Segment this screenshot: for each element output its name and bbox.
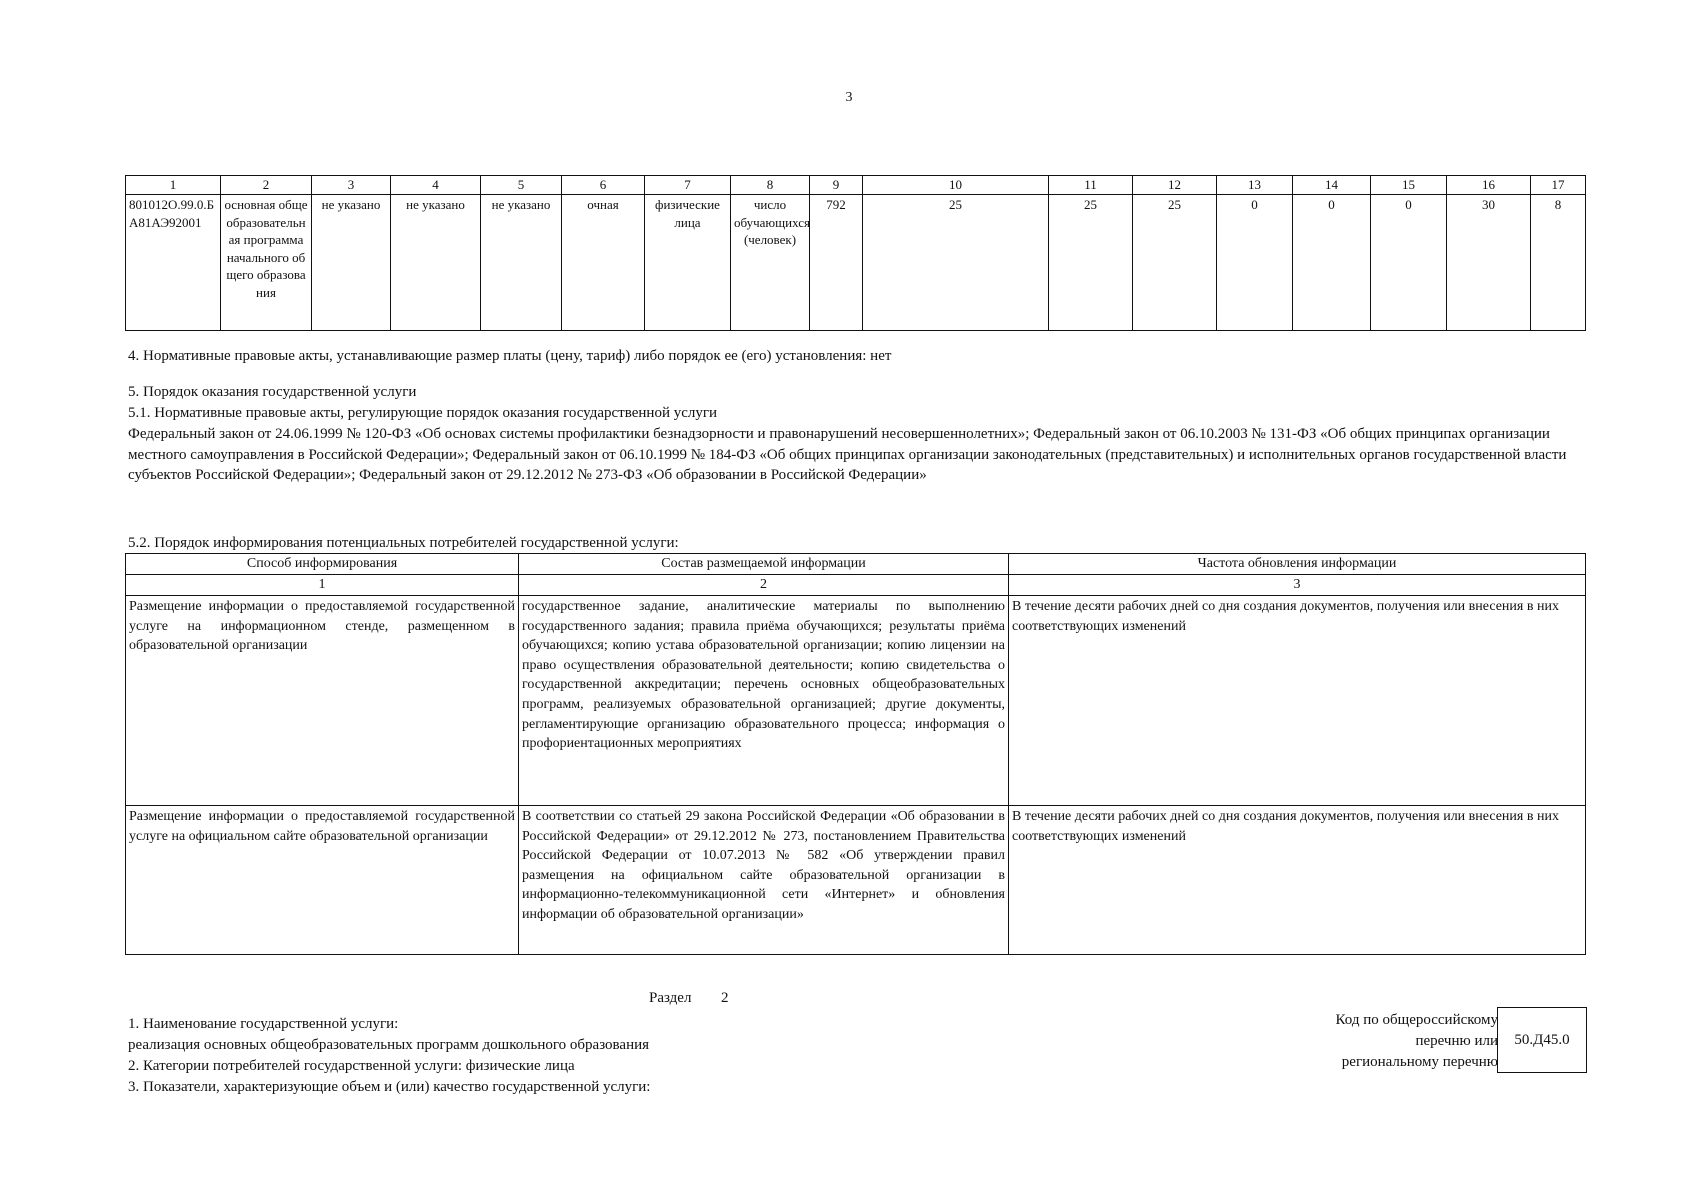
registry-code-label: Код по общероссийскому перечню или региональному перечню: [1335, 1012, 1498, 1070]
table-cell: 0: [1293, 195, 1371, 331]
table-cell: 25: [1133, 195, 1217, 331]
column-number: 2: [519, 575, 1009, 596]
col-number: 11: [1049, 176, 1133, 195]
col-number: 15: [1371, 176, 1447, 195]
indicators-header-row: [126, 176, 1586, 195]
col-number: 8: [731, 176, 810, 195]
section-5-title: 5. Порядок оказания государственной услуги: [128, 384, 417, 400]
column-header-frequency: Частота обновления информации: [1009, 554, 1586, 575]
section-label: Раздел: [649, 990, 692, 1006]
col-number: 13: [1217, 176, 1293, 195]
col-number: 4: [391, 176, 481, 195]
registry-code-value: 50.Д45.0: [1514, 1031, 1570, 1048]
table-cell: физические лица: [645, 195, 731, 331]
item-1-label: 1. Наименование государственной услуги:: [128, 1016, 399, 1032]
informing-method: Размещение информации о предоставляемой государственной услуге на информационном стенде, размещенном в образовательной организации: [126, 596, 519, 806]
section-5-1-laws: Федеральный закон от 24.06.1999 № 120-ФЗ «Об основах системы профилактики безнадзорности и правонарушений несовершеннолетних»; Федеральный закон от 06.10.2003 № 131-ФЗ «Об общих принципах организации местного самоуправления в Российской Федерации»; Федеральный закон от 06.10.1999 № 184-ФЗ «Об общих принципах организации законодательных (представительных) и исполнительных органов государственной власти субъектов Российской Федерации»; Федеральный закон от 29.12.2012 № 273-ФЗ «Об образовании в Российской Федерации»: [128, 426, 1567, 484]
informing-frequency: В течение десяти рабочих дней со дня создания документов, получения или внесения в них соответствующих изменений: [1009, 806, 1586, 955]
table-cell: 0: [1217, 195, 1293, 331]
section-5-2-title: 5.2. Порядок информирования потенциальных потребителей государственной услуги:: [128, 535, 679, 551]
table-cell: не указано: [391, 195, 481, 331]
col-number: 12: [1133, 176, 1217, 195]
col-number: 2: [221, 176, 312, 195]
col-number: 10: [863, 176, 1049, 195]
col-number: 17: [1531, 176, 1586, 195]
col-number: 5: [481, 176, 562, 195]
table-cell: 30: [1447, 195, 1531, 331]
item-3-text: 3. Показатели, характеризующие объем и (или) качество государственной услуги:: [128, 1079, 651, 1095]
informing-method: Размещение информации о предоставляемой государственной услуге на официальном сайте образовательной организации: [126, 806, 519, 955]
informing-content: В соответствии со статьей 29 закона Российской Федерации «Об образовании в Российской Федерации» от 29.12.2012 № 273, постановлением Правительства Российской Федерации от 10.07.2013 № 582 «Об утверждении правил размещения на официальном сайте образовательной организации в информационно-телекоммуникационной сети «Интернет» и обновления информации об образовательной организации»: [519, 806, 1009, 955]
item-1-value: реализация основных общеобразовательных программ дошкольного образования: [128, 1037, 650, 1053]
section-5-1-title: 5.1. Нормативные правовые акты, регулирующие порядок оказания государственной услуги: [128, 405, 718, 421]
col-number: 3: [312, 176, 391, 195]
table-cell: не указано: [481, 195, 562, 331]
col-number: 14: [1293, 176, 1371, 195]
table-cell: число обучающихся (человек): [731, 195, 810, 331]
section-heading: [649, 990, 728, 1007]
section-4-text: 4. Нормативные правовые акты, устанавливающие размер платы (цену, тариф) либо порядок ее (его) установления: нет: [128, 348, 892, 364]
informing-content: государственное задание, аналитические материалы по выполнению государственного задания; правила приёма обучающихся; результаты приёма обучающихся; копию устава образовательной организации; копию лицензии на право осуществления образовательной деятельности; копию свидетельства о государственной аккредитации; перечень основных общеобразовательных программ, реализуемых образовательной организацией; другие документы, регламентирующие организацию образовательного процесса; информация о профориентационных мероприятиях: [519, 596, 1009, 806]
col-number: 6: [562, 176, 645, 195]
table-cell: не указано: [312, 195, 391, 331]
col-number: 16: [1447, 176, 1531, 195]
table-row: [126, 195, 1586, 331]
column-header-content: Состав размещаемой информации: [519, 554, 1009, 575]
table-cell: 0: [1371, 195, 1447, 331]
registry-code: 801012О.99.0.БА81АЭ92001: [126, 195, 221, 331]
informing-number-row: [126, 575, 1586, 596]
program-name: основная общеобразовательная программа начального общего образования: [221, 195, 312, 331]
table-cell: 25: [1049, 195, 1133, 331]
registry-code-box: [1497, 1007, 1587, 1073]
informing-frequency: В течение десяти рабочих дней со дня создания документов, получения или внесения в них соответствующих изменений: [1009, 596, 1586, 806]
column-header-method: Способ информирования: [126, 554, 519, 575]
page-number: 3: [845, 90, 853, 105]
column-number: 3: [1009, 575, 1586, 596]
col-number: 9: [810, 176, 863, 195]
table-cell: 8: [1531, 195, 1586, 331]
section-number: 2: [720, 990, 729, 1006]
table-cell: 792: [810, 195, 863, 331]
item-2-text: 2. Категории потребителей государственной услуги: физические лица: [128, 1058, 575, 1074]
informing-header-row: [126, 554, 1586, 575]
informing-table: [125, 553, 1586, 955]
table-row: [126, 596, 1586, 806]
column-number: 1: [126, 575, 519, 596]
col-number: 7: [645, 176, 731, 195]
table-cell: очная: [562, 195, 645, 331]
table-row: [126, 806, 1586, 955]
table-cell: 25: [863, 195, 1049, 331]
indicators-table: [125, 175, 1586, 331]
col-number: 1: [126, 176, 221, 195]
